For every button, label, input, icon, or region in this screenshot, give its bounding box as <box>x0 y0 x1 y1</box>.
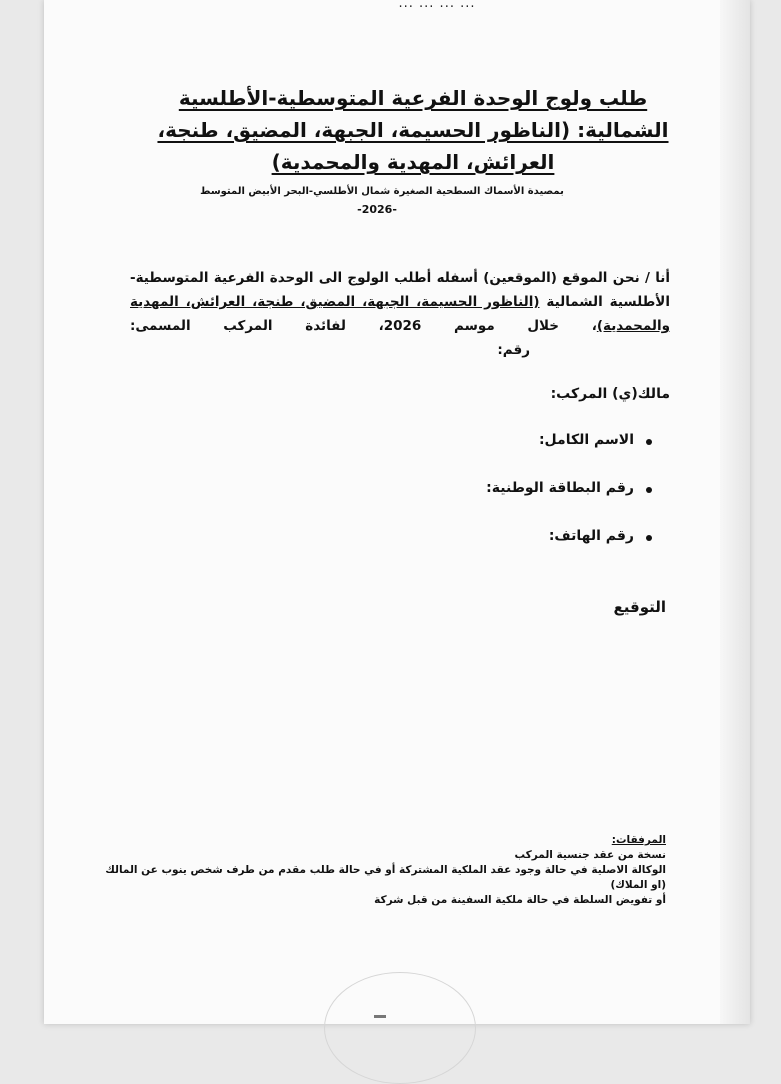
document-page <box>44 0 750 1024</box>
intro-text-part2: ، خلال موسم 2026، لفائدة المركب المسمى: <box>130 318 597 334</box>
field-full-name <box>486 432 652 480</box>
header-cutoff-text: ... ... ... ... <box>398 0 476 8</box>
owner-fields-list <box>486 432 652 576</box>
vessel-number-label: رقم: <box>497 342 530 358</box>
field-phone <box>486 528 652 576</box>
document-year: -2026- <box>357 203 397 216</box>
attachments-section <box>88 833 666 908</box>
bullet-dot-icon <box>646 535 652 541</box>
field-label: رقم البطاقة الوطنية: <box>486 480 634 496</box>
field-label: الاسم الكامل: <box>538 432 634 448</box>
scan-artifact <box>324 972 476 1084</box>
bullet-dot-icon <box>646 439 652 445</box>
document-title: طلب ولوج الوحدة الفرعية المتوسطية-الأطلسية الشمالية: (الناظور الحسيمة، الجبهة، المضيق، طنجة، العرائش، المهدية والمحمدية) <box>157 86 669 174</box>
document-subtitle: بمصيدة الأسماك السطحية الصغيرة شمال الأطلسي-البحر الأبيض المتوسط <box>200 186 564 197</box>
bullet-dot-icon <box>646 487 652 493</box>
attachment-item: أو تفويض السلطة في حالة ملكية السفينة من قبل شركة <box>374 894 666 906</box>
owner-label: مالك(ي) المركب: <box>550 386 670 402</box>
scan-edge-shadow <box>720 0 750 1024</box>
intro-regions-underlined: (الناظور الحسيمة، الجبهة، المضيق، طنجة، العرائش، المهدية والمحمدية) <box>130 294 670 334</box>
attachment-item: نسخة من عقد جنسية المركب <box>514 849 666 861</box>
field-label: رقم الهاتف: <box>548 528 634 544</box>
signature-label: التوقيع <box>613 598 666 616</box>
field-national-id <box>486 480 652 528</box>
scan-artifact-mark <box>374 1015 386 1018</box>
attachments-heading: المرفقات: <box>611 834 666 846</box>
intro-text-part1: أنا / نحن الموقع (الموقعين) أسفله أطلب الولوج الى الوحدة الفرعية المتوسطية-الأطلسية الشمالية <box>130 270 670 310</box>
attachment-item: الوكالة الاصلية في حالة وجود عقد الملكية المشتركة أو في حالة طلب مقدم من طرف شخص ينوب عن المالك (او الملاك) <box>105 864 666 891</box>
intro-paragraph <box>130 266 670 362</box>
